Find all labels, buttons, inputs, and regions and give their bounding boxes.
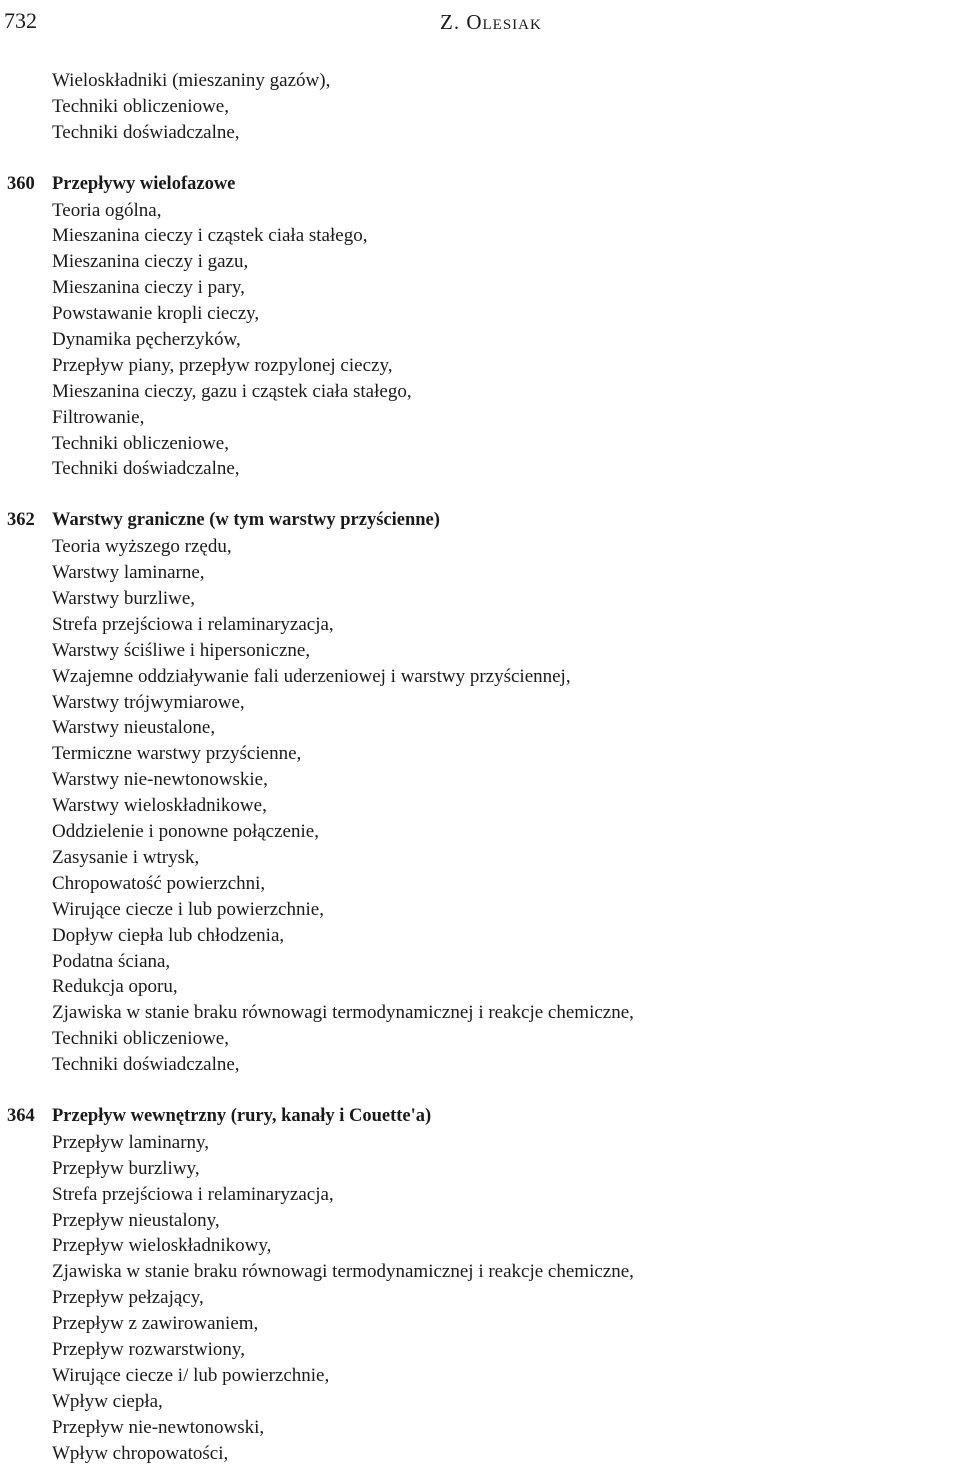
list-item: Strefa przejściowa i relaminaryzacja,	[52, 1183, 334, 1205]
list-item: Powstawanie kropli cieczy,	[52, 303, 260, 325]
list-item: Przepływ nie-newtonowski,	[52, 1416, 265, 1438]
list-item: Wirujące ciecze i lub powierzchnie,	[52, 898, 324, 920]
list-item: Podatna ściana,	[52, 950, 171, 972]
list-item: Wirujące ciecze i/ lub powierzchnie,	[52, 1364, 330, 1386]
section-number: 362	[7, 510, 35, 531]
list-item: Techniki obliczeniowe,	[52, 95, 229, 117]
list-item: Warstwy nie-newtonowskie,	[52, 769, 268, 791]
section-heading	[0, 1104, 960, 1130]
list-item: Wpływ ciepła,	[52, 1390, 163, 1412]
section-title: Przepływy wielofazowe	[52, 173, 236, 194]
section-title: Warstwy graniczne (w tym warstwy przyścienne)	[52, 510, 440, 531]
list-item: Przepływ rozwarstwiony,	[52, 1338, 245, 1360]
running-head: Z. Olesiak	[440, 10, 542, 34]
document-body	[0, 68, 960, 1466]
list-item: Przepływ pełzający,	[52, 1287, 204, 1309]
list-item: Zjawiska w stanie braku równowagi termodynamicznej i reakcje chemiczne,	[52, 1261, 634, 1283]
section-heading	[0, 508, 960, 534]
list-item: Warstwy burzliwe,	[52, 588, 196, 610]
section-362	[0, 508, 960, 1078]
list-item: Redukcja oporu,	[52, 976, 178, 998]
section-list	[0, 172, 960, 1466]
list-item: Przepływ laminarny,	[52, 1131, 210, 1153]
list-item: Techniki doświadczalne,	[52, 458, 240, 480]
list-item: Wieloskładniki (mieszaniny gazów),	[52, 70, 331, 91]
list-item: Zjawiska w stanie braku równowagi termodynamicznej i reakcje chemiczne,	[52, 1002, 634, 1024]
list-item: Przepływ nieustalony,	[52, 1209, 220, 1231]
list-item: Techniki doświadczalne,	[52, 1054, 240, 1076]
list-item: Techniki doświadczalne,	[52, 121, 240, 143]
section-number: 360	[7, 173, 35, 194]
list-item: Wpływ chropowatości,	[52, 1442, 229, 1464]
list-item: Termiczne warstwy przyścienne,	[52, 743, 302, 765]
section-heading	[0, 172, 960, 198]
list-item: Techniki obliczeniowe,	[52, 1028, 229, 1050]
list-item: Warstwy nieustalone,	[52, 717, 216, 739]
list-item: Teoria ogólna,	[52, 199, 162, 221]
list-item: Filtrowanie,	[52, 406, 145, 428]
list-item: Chropowatość powierzchni,	[52, 872, 266, 894]
intro-list	[0, 68, 960, 146]
list-item: Mieszanina cieczy, gazu i cząstek ciała stałego,	[52, 380, 412, 402]
page-number: 732	[4, 8, 37, 33]
section-title: Przepływ wewnętrzny (rury, kanały i Couette'a)	[52, 1105, 432, 1126]
section-360	[0, 172, 960, 483]
list-item: Techniki obliczeniowe,	[52, 432, 229, 454]
list-item: Oddzielenie i ponowne połączenie,	[52, 821, 319, 843]
list-item: Strefa przejściowa i relaminaryzacja,	[52, 613, 334, 635]
list-item: Mieszanina cieczy i cząstek ciała stałego,	[52, 225, 368, 247]
list-item: Warstwy ściśliwe i hipersoniczne,	[52, 639, 311, 661]
list-item: Wzajemne oddziaływanie fali uderzeniowej i warstwy przyściennej,	[52, 665, 571, 687]
list-item: Dynamika pęcherzyków,	[52, 329, 241, 351]
list-item: Warstwy wieloskładnikowe,	[52, 795, 267, 817]
list-item: Przepływ z zawirowaniem,	[52, 1313, 259, 1335]
list-item: Przepływ wieloskładnikowy,	[52, 1235, 272, 1257]
list-item: Przepływ burzliwy,	[52, 1157, 200, 1179]
list-item: Warstwy trójwymiarowe,	[52, 691, 245, 713]
list-item: Dopływ ciepła lub chłodzenia,	[52, 924, 285, 946]
list-item: Warstwy laminarne,	[52, 562, 205, 584]
section-364	[0, 1104, 960, 1466]
section-number: 364	[7, 1105, 35, 1126]
list-item: Mieszanina cieczy i gazu,	[52, 251, 249, 273]
list-item: Zasysanie i wtrysk,	[52, 846, 200, 868]
page-header	[0, 6, 960, 40]
list-item: Teoria wyższego rzędu,	[52, 536, 232, 558]
list-item: Przepływ piany, przepływ rozpylonej cieczy,	[52, 354, 393, 376]
list-item: Mieszanina cieczy i pary,	[52, 277, 245, 299]
